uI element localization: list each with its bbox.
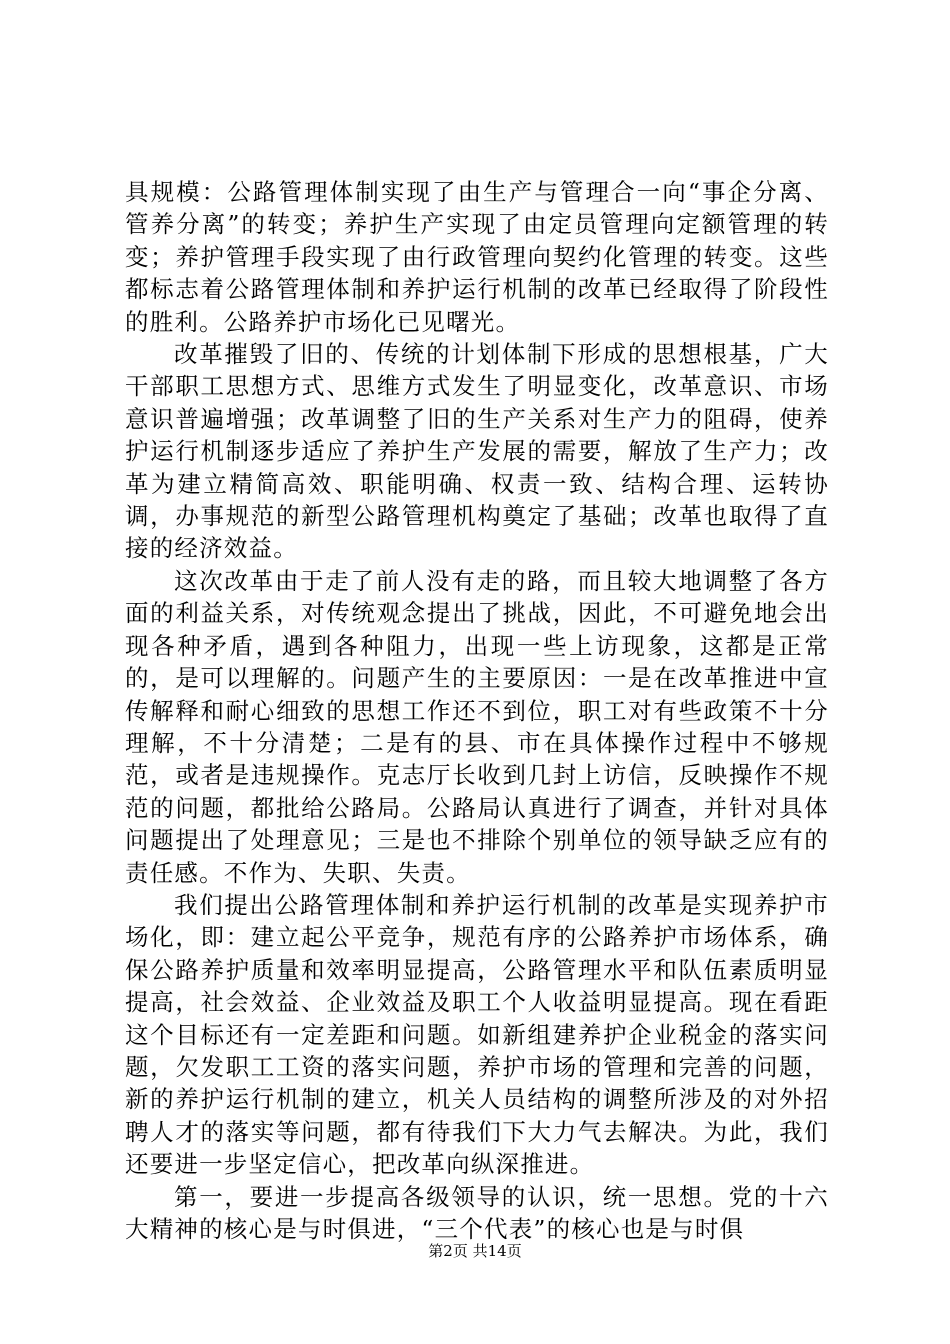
paragraph-3: 这次改革由于走了前人没有走的路，而且较大地调整了各方面的利益关系，对传统观念提出了挑战，因此，不可避免地会出现各种矛盾，遇到各种阻力，出现一些上访现象，这都是正常的，是可以理解的。问题产生的主要原因：一是在改革推进中宣传解释和耐心细致的思想工作还不到位，职工对有些政策不十分理解，不十分清楚；二是有的县、市在具体操作过程中不够规范，或者是违规操作。克志厅长收到几封上访信，反映操作不规范的问题，都批给公路局。公路局认真进行了调查，并针对具体问题提出了处理意见；三是也不排除个别单位的领导缺乏应有的责任感。不作为、失职、失责。 xyxy=(125,566,829,887)
paragraph-2: 改革摧毁了旧的、传统的计划体制下形成的思想根基，广大干部职工思想方式、思维方式发生了明显变化，改革意识、市场意识普遍增强；改革调整了旧的生产关系对生产力的阻碍，使养护运行机制逐步适应了养护生产发展的需要，解放了生产力；改革为建立精简高效、职能明确、权责一致、结构合理、运转协调，办事规范的新型公路管理机构奠定了基础；改革也取得了直接的经济效益。 xyxy=(125,340,829,563)
paragraph-5: 第一，要进一步提高各级领导的认识，统一思想。党的十六大精神的核心是与时俱进，“三个代表”的核心也是与时俱 xyxy=(125,1182,829,1243)
page-total: 共14页 xyxy=(472,1242,522,1260)
paragraph-4: 我们提出公路管理体制和养护运行机制的改革是实现养护市场化，即：建立起公平竞争，规范有序的公路养护市场体系，确保公路养护质量和效率明显提高，公路管理水平和队伍素质明显提高，社会效益、企业效益及职工个人收益明显提高。现在看距这个目标还有一定差距和问题。如新组建养护企业税金的落实问题，欠发职工工资的落实问题，养护市场的管理和完善的问题，新的养护运行机制的建立，机关人员结构的调整所涉及的对外招聘人才的落实等问题，都有待我们下大力气去解决。为此，我们还要进一步坚定信心，把改革向纵深推进。 xyxy=(125,890,829,1179)
page-footer xyxy=(0,1241,950,1261)
document-body xyxy=(125,176,829,1245)
paragraph-1: 具规模：公路管理体制实现了由生产与管理合一向“事企分离、管养分离”的转变；养护生产实现了由定员管理向定额管理的转变；养护管理手段实现了由行政管理向契约化管理的转变。这些都标志着公路管理体制和养护运行机制的改革已经取得了阶段性的胜利。公路养护市场化已见曙光。 xyxy=(125,178,829,336)
page-number: 第2页 xyxy=(428,1242,468,1260)
